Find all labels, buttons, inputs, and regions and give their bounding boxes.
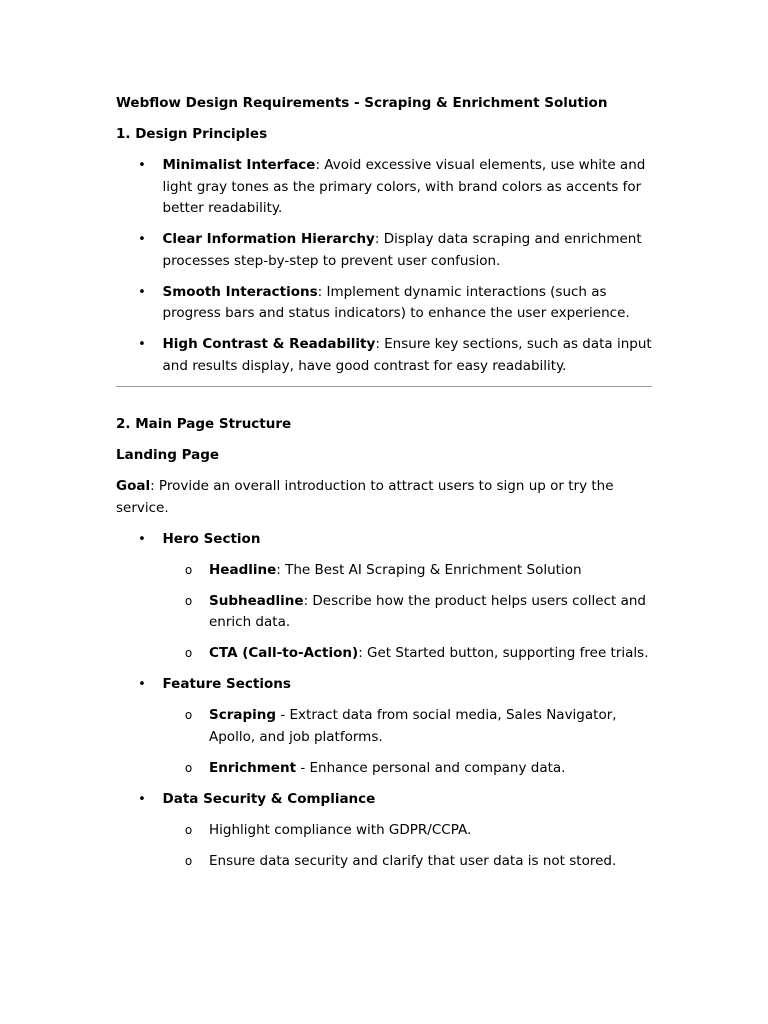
data-security-sublist [163,820,653,873]
sublist-item-text: - Enhance personal and company data. [296,759,566,776]
bullet-icon: • [138,337,146,352]
sublist-item [163,851,653,873]
sublist-item-term: Scraping [209,707,277,723]
circle-bullet-icon: o [184,853,193,868]
sublist-item-term: CTA (Call-to-Action) [209,645,359,661]
document-page [116,93,652,882]
list-item-text: : Ensure key sections, such as data input and results display, have good contrast for easy readability. [162,336,652,374]
sublist-item-text: Highlight compliance with GDPR/CCPA. [209,821,472,838]
sublist-item [163,560,653,582]
bullet-icon: • [138,158,146,173]
sublist-item-term: Subheadline [209,592,304,609]
list-item-title: Data Security & Compliance [162,790,376,807]
sublist-item [163,643,653,665]
list-item-term: High Contrast & Readability [162,336,376,352]
circle-bullet-icon: o [184,593,193,608]
bullet-icon: • [138,232,146,247]
goal-label: Goal [116,478,151,494]
sublist-item-text: Ensure data security and clarify that user data is not stored. [209,852,617,869]
list-item-term: Minimalist Interface [162,157,316,173]
list-item-feature-sections [116,674,652,779]
list-item-data-security [116,789,652,873]
list-item-text: : Implement dynamic interactions (such as progress bars and status indicators) to enhance the user experience. [162,283,630,321]
sublist-item [163,705,653,748]
goal-paragraph [116,476,652,519]
section-2-heading: 2. Main Page Structure [116,416,292,432]
list-item-title: Hero Section [162,530,261,547]
list-item-text: : Display data scraping and enrichment processes step-by-step to prevent user confusion. [162,231,642,269]
hero-section-sublist [163,560,653,665]
bullet-icon: • [138,284,146,300]
circle-bullet-icon: o [184,822,193,837]
design-principles-list [116,155,652,377]
circle-bullet-icon: o [184,562,193,577]
document-title: Webflow Design Requirements - Scraping & Enrichment Solution [116,95,608,111]
sublist-item-term: Enrichment [209,759,297,776]
sublist-item-text: : The Best AI Scraping & Enrichment Solution [276,561,582,578]
sublist-item [163,591,653,634]
landing-page-list [116,529,652,873]
circle-bullet-icon: o [184,760,193,775]
landing-page-subheading: Landing Page [116,447,220,463]
list-item-hero-section [116,529,652,665]
list-item [116,334,652,377]
feature-sections-sublist [163,705,653,779]
list-item [116,155,652,220]
sublist-item [163,758,653,780]
circle-bullet-icon: o [184,646,193,660]
sublist-item-term: Headline [209,561,277,578]
list-item-term: Smooth Interactions [162,283,318,300]
goal-text: : Provide an overall introduction to attract users to sign up or try the service. [116,478,614,516]
list-item-text: : Avoid excessive visual elements, use white and light gray tones as the primary colors, with brand colors as accents for better readability. [162,157,646,216]
bullet-icon: • [138,791,146,807]
sublist-item [163,820,653,842]
circle-bullet-icon: o [184,708,193,722]
sublist-item-text: - Extract data from social media, Sales Navigator, Apollo, and job platforms. [209,707,617,745]
list-item-term: Clear Information Hierarchy [162,231,375,247]
bullet-icon: • [138,677,146,692]
section-1-heading: 1. Design Principles [116,126,268,142]
sublist-item-text: : Describe how the product helps users collect and enrich data. [209,592,647,630]
section-divider [116,386,652,387]
bullet-icon: • [138,531,146,547]
list-item-title: Feature Sections [162,676,291,692]
list-item [116,229,652,272]
list-item [116,282,652,325]
sublist-item-text: : Get Started button, supporting free trials. [358,645,649,661]
